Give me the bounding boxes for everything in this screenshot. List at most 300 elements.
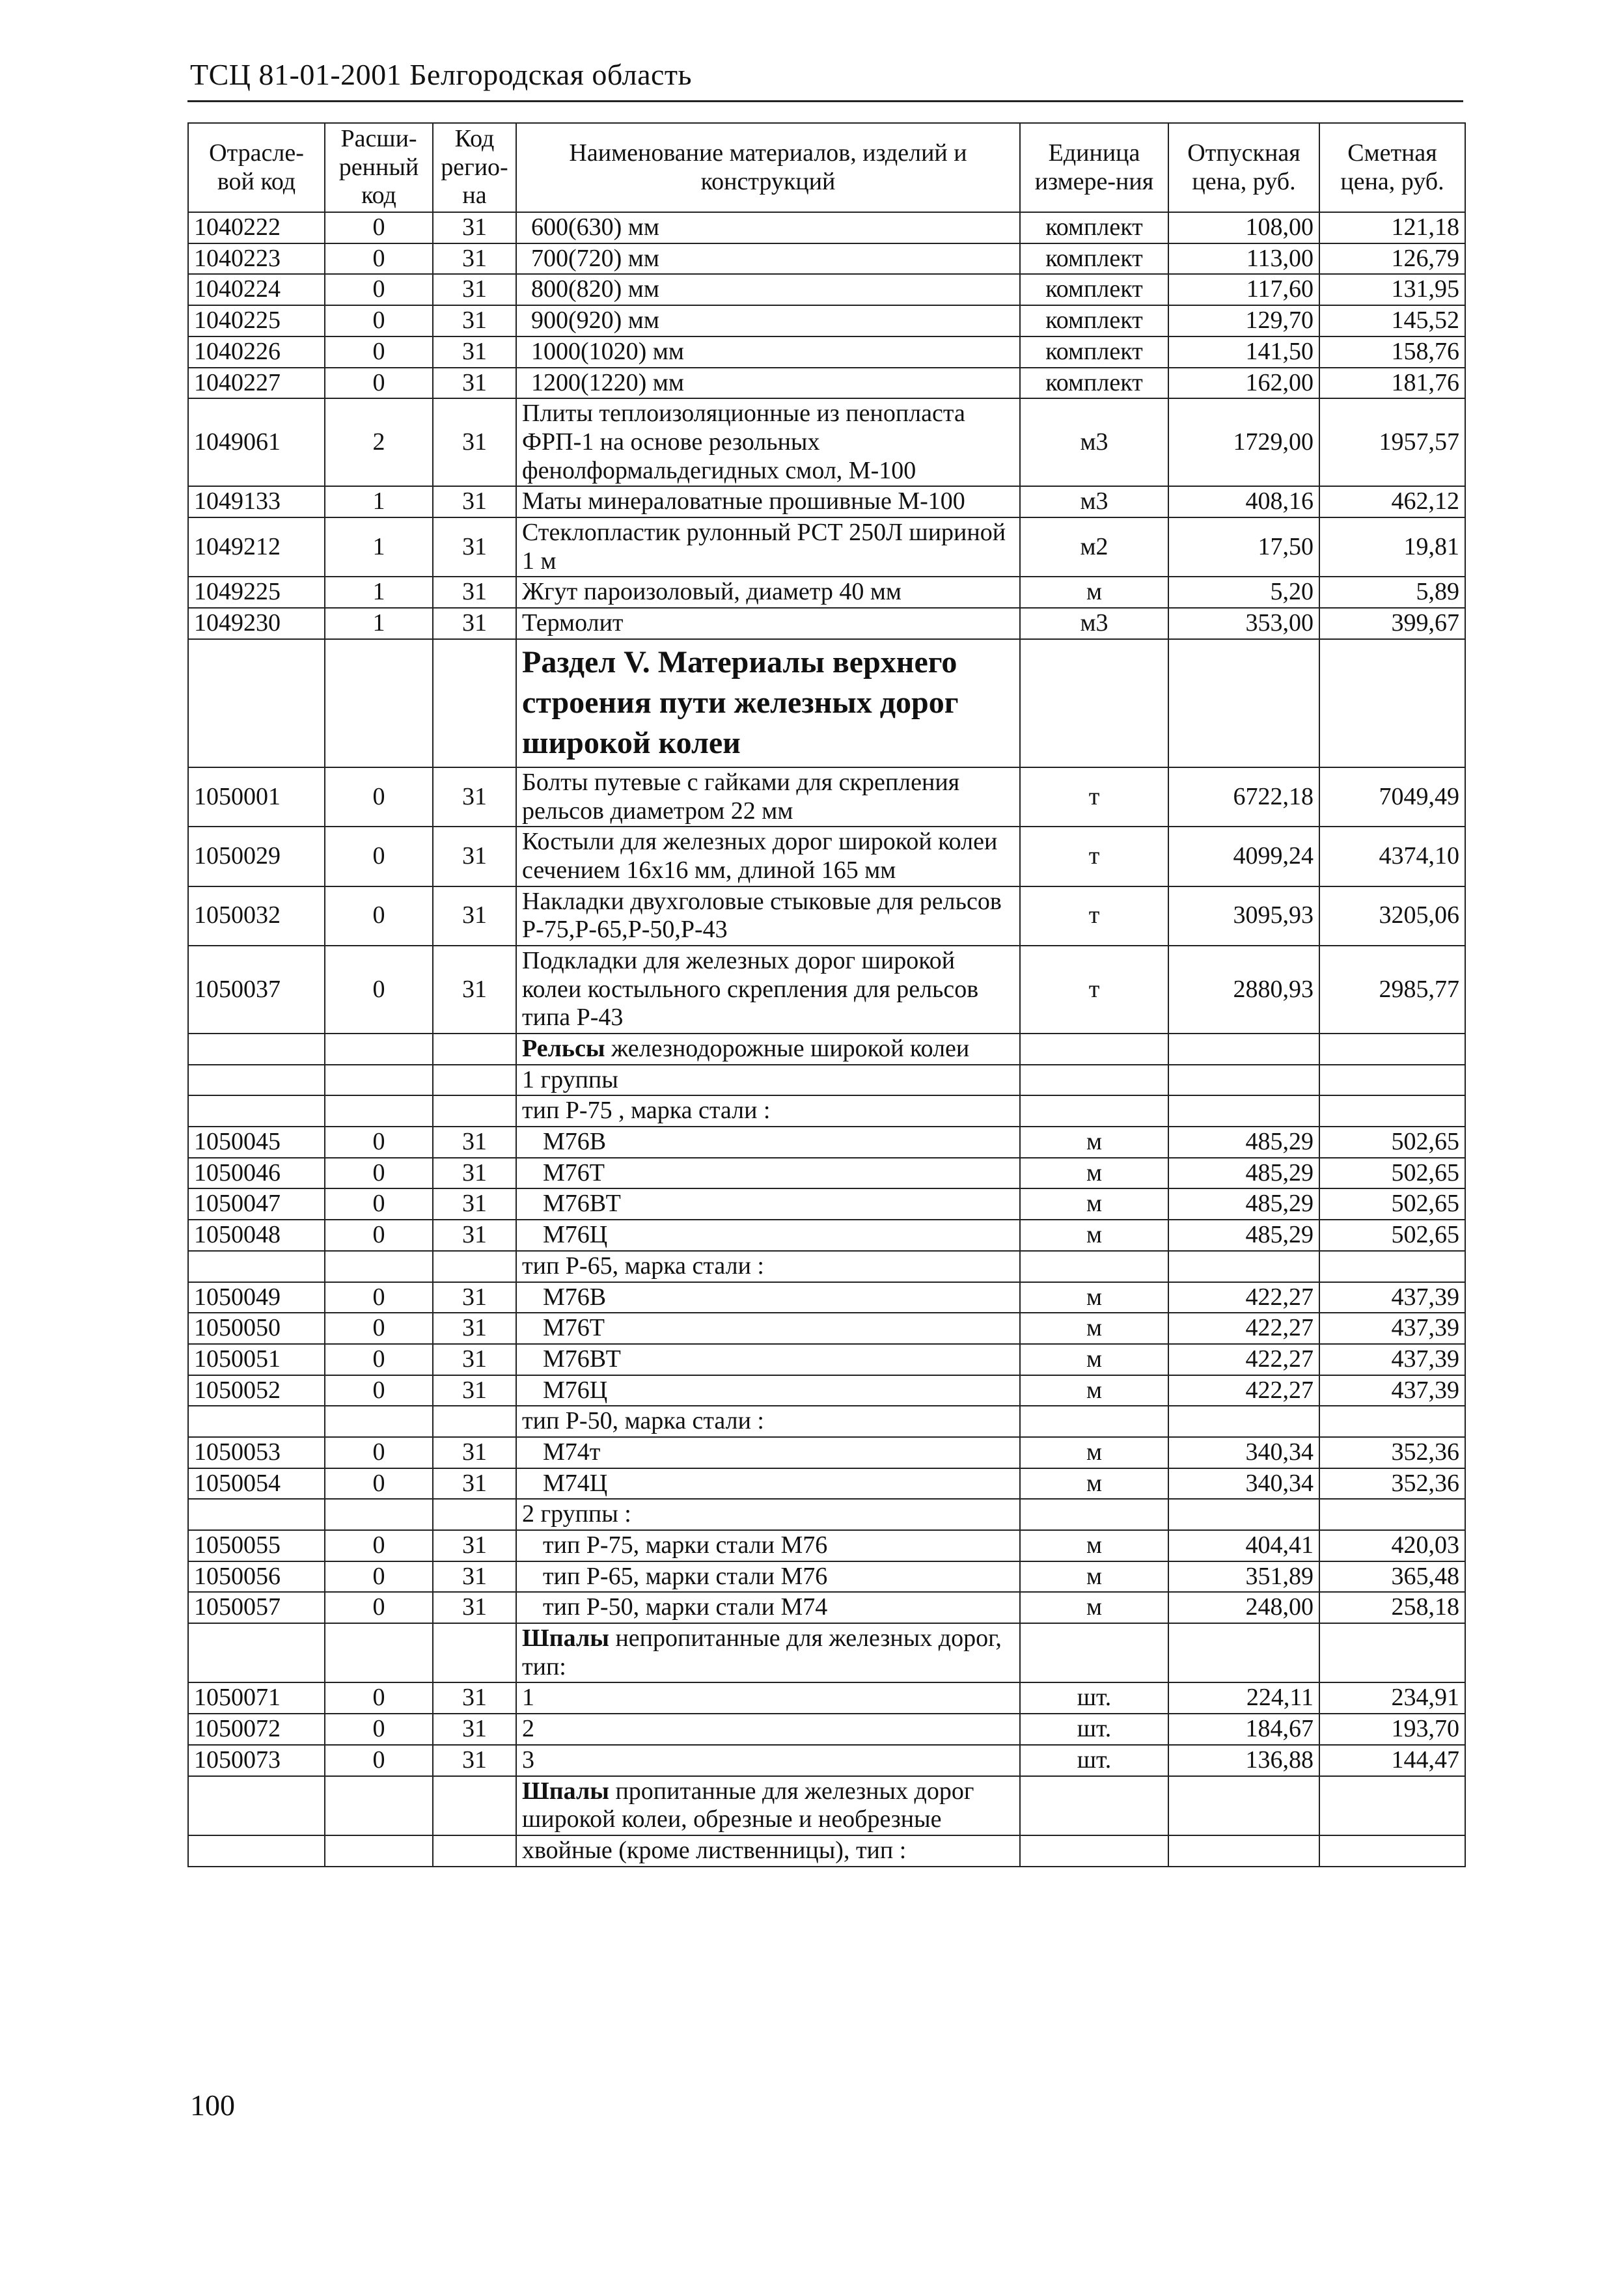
empty-cell xyxy=(1020,1835,1168,1867)
table-row xyxy=(188,1282,1465,1313)
empty-cell xyxy=(188,639,325,767)
cell-ext-code: 0 xyxy=(325,274,433,305)
cell-price: 248,00 xyxy=(1168,1592,1319,1623)
cell-code: 1040225 xyxy=(188,305,325,336)
table-row xyxy=(188,486,1465,517)
cell-ext-code: 0 xyxy=(325,1313,433,1344)
cell-estimate: 437,39 xyxy=(1319,1375,1465,1406)
group-row xyxy=(188,1835,1465,1867)
empty-cell xyxy=(433,1095,516,1127)
cell-estimate: 144,47 xyxy=(1319,1745,1465,1776)
section-row xyxy=(188,639,1465,767)
cell-region-code: 31 xyxy=(433,608,516,639)
cell-name: М76ВТ xyxy=(516,1188,1020,1220)
cell-estimate: 145,52 xyxy=(1319,305,1465,336)
table-row xyxy=(188,1530,1465,1561)
cell-name: тип Р-65, марки стали М76 xyxy=(516,1561,1020,1593)
cell-unit: т xyxy=(1020,827,1168,886)
cell-code: 1050046 xyxy=(188,1158,325,1189)
cell-name: 900(920) мм xyxy=(516,305,1020,336)
empty-cell xyxy=(1319,1499,1465,1530)
cell-name: Термолит xyxy=(516,608,1020,639)
cell-region-code: 31 xyxy=(433,517,516,577)
empty-cell xyxy=(1020,1034,1168,1065)
cell-name: 700(720) мм xyxy=(516,243,1020,275)
empty-cell xyxy=(1168,1034,1319,1065)
cell-estimate: 234,91 xyxy=(1319,1682,1465,1714)
table-row xyxy=(188,1561,1465,1593)
cell-estimate: 365,48 xyxy=(1319,1561,1465,1593)
empty-cell xyxy=(188,1406,325,1437)
cell-code: 1050048 xyxy=(188,1220,325,1251)
empty-cell xyxy=(1319,1623,1465,1682)
cell-estimate: 258,18 xyxy=(1319,1592,1465,1623)
cell-ext-code: 1 xyxy=(325,486,433,517)
cell-region-code: 31 xyxy=(433,1714,516,1745)
empty-cell xyxy=(1319,1776,1465,1835)
cell-price: 353,00 xyxy=(1168,608,1319,639)
cell-ext-code: 1 xyxy=(325,608,433,639)
table-row xyxy=(188,577,1465,608)
cell-region-code: 31 xyxy=(433,486,516,517)
cell-code: 1050056 xyxy=(188,1561,325,1593)
group-row xyxy=(188,1623,1465,1682)
empty-cell xyxy=(1168,1835,1319,1867)
cell-code: 1049212 xyxy=(188,517,325,577)
cell-ext-code: 0 xyxy=(325,886,433,946)
empty-cell xyxy=(325,1095,433,1127)
cell-region-code: 31 xyxy=(433,1745,516,1776)
cell-ext-code: 1 xyxy=(325,577,433,608)
cell-ext-code: 2 xyxy=(325,398,433,486)
cell-ext-code: 0 xyxy=(325,1561,433,1593)
cell-price: 129,70 xyxy=(1168,305,1319,336)
cell-region-code: 31 xyxy=(433,368,516,399)
cell-estimate: 121,18 xyxy=(1319,212,1465,243)
cell-code: 1040224 xyxy=(188,274,325,305)
cell-code: 1040227 xyxy=(188,368,325,399)
cell-unit: комплект xyxy=(1020,336,1168,368)
empty-cell xyxy=(188,1776,325,1835)
cell-code: 1050055 xyxy=(188,1530,325,1561)
group-label-text: непропитанные для железных дорог, тип: xyxy=(522,1624,1002,1680)
cell-price: 224,11 xyxy=(1168,1682,1319,1714)
table-row xyxy=(188,1437,1465,1468)
cell-unit: шт. xyxy=(1020,1714,1168,1745)
cell-estimate: 193,70 xyxy=(1319,1714,1465,1745)
cell-name: М76Т xyxy=(516,1313,1020,1344)
table-row xyxy=(188,1745,1465,1776)
empty-cell xyxy=(1020,1776,1168,1835)
col-header-region: Код регио-на xyxy=(433,123,516,212)
cell-region-code: 31 xyxy=(433,1220,516,1251)
empty-cell xyxy=(325,1406,433,1437)
cell-price: 3095,93 xyxy=(1168,886,1319,946)
cell-estimate: 1957,57 xyxy=(1319,398,1465,486)
empty-cell xyxy=(1020,1065,1168,1096)
empty-cell xyxy=(1020,1251,1168,1282)
table-row xyxy=(188,1313,1465,1344)
group-label xyxy=(516,1623,1020,1682)
empty-cell xyxy=(325,1251,433,1282)
cell-price: 4099,24 xyxy=(1168,827,1319,886)
empty-cell xyxy=(433,1251,516,1282)
cell-estimate: 437,39 xyxy=(1319,1313,1465,1344)
table-row xyxy=(188,1220,1465,1251)
cell-unit: комплект xyxy=(1020,212,1168,243)
section-title: Раздел V. Материалы верхнего строения пути железных дорог широкой колеи xyxy=(516,639,1020,767)
cell-name: М76Ц xyxy=(516,1220,1020,1251)
cell-region-code: 31 xyxy=(433,274,516,305)
group-lead-word: Шпалы xyxy=(522,1624,609,1652)
cell-unit: комплект xyxy=(1020,274,1168,305)
table-row xyxy=(188,1127,1465,1158)
cell-name: Стеклопластик рулонный РСТ 250Л шириной 1 м xyxy=(516,517,1020,577)
cell-estimate: 126,79 xyxy=(1319,243,1465,275)
empty-cell xyxy=(1319,1065,1465,1096)
cell-unit: м3 xyxy=(1020,486,1168,517)
cell-price: 184,67 xyxy=(1168,1714,1319,1745)
cell-region-code: 31 xyxy=(433,398,516,486)
cell-code: 1049133 xyxy=(188,486,325,517)
cell-region-code: 31 xyxy=(433,1682,516,1714)
cell-unit: шт. xyxy=(1020,1745,1168,1776)
cell-price: 404,41 xyxy=(1168,1530,1319,1561)
cell-unit: м xyxy=(1020,1282,1168,1313)
cell-unit: т xyxy=(1020,946,1168,1034)
cell-estimate: 3205,06 xyxy=(1319,886,1465,946)
empty-cell xyxy=(188,1835,325,1867)
cell-unit: м xyxy=(1020,1561,1168,1593)
cell-region-code: 31 xyxy=(433,1530,516,1561)
table-row xyxy=(188,368,1465,399)
cell-price: 340,34 xyxy=(1168,1468,1319,1500)
empty-cell xyxy=(433,1835,516,1867)
cell-code: 1050047 xyxy=(188,1188,325,1220)
cell-estimate: 502,65 xyxy=(1319,1158,1465,1189)
group-row xyxy=(188,1034,1465,1065)
cell-code: 1050051 xyxy=(188,1344,325,1375)
cell-unit: м3 xyxy=(1020,608,1168,639)
empty-cell xyxy=(1319,1835,1465,1867)
group-row xyxy=(188,1776,1465,1835)
cell-unit: м xyxy=(1020,1592,1168,1623)
table-row xyxy=(188,1682,1465,1714)
table-row xyxy=(188,608,1465,639)
cell-code: 1050001 xyxy=(188,767,325,827)
cell-price: 113,00 xyxy=(1168,243,1319,275)
cell-region-code: 31 xyxy=(433,1592,516,1623)
cell-ext-code: 0 xyxy=(325,1188,433,1220)
cell-region-code: 31 xyxy=(433,1313,516,1344)
cell-price: 422,27 xyxy=(1168,1344,1319,1375)
group-label: хвойные (кроме лиственницы), тип : xyxy=(516,1835,1020,1867)
cell-estimate: 2985,77 xyxy=(1319,946,1465,1034)
cell-price: 485,29 xyxy=(1168,1158,1319,1189)
empty-cell xyxy=(188,1065,325,1096)
table-row xyxy=(188,767,1465,827)
cell-name: М76В xyxy=(516,1282,1020,1313)
cell-region-code: 31 xyxy=(433,1127,516,1158)
empty-cell xyxy=(1319,1034,1465,1065)
price-table xyxy=(187,122,1466,1867)
cell-ext-code: 0 xyxy=(325,243,433,275)
page-number: 100 xyxy=(190,2089,235,2122)
cell-ext-code: 0 xyxy=(325,368,433,399)
cell-unit: шт. xyxy=(1020,1682,1168,1714)
table-row xyxy=(188,1468,1465,1500)
cell-unit: м xyxy=(1020,1468,1168,1500)
cell-estimate: 502,65 xyxy=(1319,1220,1465,1251)
cell-name: Подкладки для железных дорог широкой колеи костыльного скрепления для рельсов типа Р-43 xyxy=(516,946,1020,1034)
empty-cell xyxy=(1319,1251,1465,1282)
empty-cell xyxy=(1168,1499,1319,1530)
cell-name: Накладки двухголовые стыковые для рельсов Р-75,Р-65,Р-50,Р-43 xyxy=(516,886,1020,946)
cell-name: Костыли для железных дорог широкой колеи сечением 16х16 мм, длиной 165 мм xyxy=(516,827,1020,886)
table-row xyxy=(188,517,1465,577)
cell-region-code: 31 xyxy=(433,827,516,886)
group-label: 2 группы : xyxy=(516,1499,1020,1530)
group-label-text: железнодорожные широкой колеи xyxy=(605,1035,970,1063)
cell-unit: м xyxy=(1020,1375,1168,1406)
cell-ext-code: 0 xyxy=(325,827,433,886)
empty-cell xyxy=(188,1499,325,1530)
empty-cell xyxy=(188,1095,325,1127)
cell-estimate: 4374,10 xyxy=(1319,827,1465,886)
empty-cell xyxy=(325,1065,433,1096)
cell-name: М76В xyxy=(516,1127,1020,1158)
table-row xyxy=(188,274,1465,305)
table-row xyxy=(188,1375,1465,1406)
cell-name: 800(820) мм xyxy=(516,274,1020,305)
cell-estimate: 420,03 xyxy=(1319,1530,1465,1561)
group-row xyxy=(188,1095,1465,1127)
cell-code: 1050032 xyxy=(188,886,325,946)
cell-ext-code: 0 xyxy=(325,212,433,243)
cell-price: 408,16 xyxy=(1168,486,1319,517)
cell-region-code: 31 xyxy=(433,1344,516,1375)
cell-price: 2880,93 xyxy=(1168,946,1319,1034)
cell-code: 1050072 xyxy=(188,1714,325,1745)
group-row xyxy=(188,1499,1465,1530)
cell-price: 141,50 xyxy=(1168,336,1319,368)
cell-unit: т xyxy=(1020,767,1168,827)
cell-ext-code: 0 xyxy=(325,1127,433,1158)
empty-cell xyxy=(188,1034,325,1065)
cell-unit: м xyxy=(1020,1127,1168,1158)
empty-cell xyxy=(325,1776,433,1835)
empty-cell xyxy=(325,639,433,767)
cell-code: 1050050 xyxy=(188,1313,325,1344)
cell-unit: м xyxy=(1020,1313,1168,1344)
col-header-code: Отрасле-вой код xyxy=(188,123,325,212)
cell-ext-code: 0 xyxy=(325,1344,433,1375)
cell-region-code: 31 xyxy=(433,212,516,243)
table-row xyxy=(188,336,1465,368)
cell-region-code: 31 xyxy=(433,767,516,827)
group-label xyxy=(516,1776,1020,1835)
col-header-price: Отпускная цена, руб. xyxy=(1168,123,1319,212)
empty-cell xyxy=(433,1065,516,1096)
header-rule xyxy=(187,100,1463,102)
cell-ext-code: 0 xyxy=(325,1530,433,1561)
cell-price: 485,29 xyxy=(1168,1127,1319,1158)
empty-cell xyxy=(433,1623,516,1682)
table-row xyxy=(188,886,1465,946)
table-row xyxy=(188,1592,1465,1623)
cell-estimate: 19,81 xyxy=(1319,517,1465,577)
cell-ext-code: 0 xyxy=(325,1220,433,1251)
cell-code: 1050052 xyxy=(188,1375,325,1406)
cell-price: 351,89 xyxy=(1168,1561,1319,1593)
cell-name: тип Р-75, марки стали М76 xyxy=(516,1530,1020,1561)
cell-name: 3 xyxy=(516,1745,1020,1776)
group-label-text: пропитанные для железных дорог широкой колеи, обрезные и необрезные xyxy=(522,1777,974,1833)
cell-unit: м xyxy=(1020,577,1168,608)
cell-name: тип Р-50, марки стали М74 xyxy=(516,1592,1020,1623)
cell-code: 1049230 xyxy=(188,608,325,639)
cell-estimate: 7049,49 xyxy=(1319,767,1465,827)
group-label: 1 группы xyxy=(516,1065,1020,1096)
table-body xyxy=(188,212,1465,1867)
table-row xyxy=(188,1714,1465,1745)
col-header-ext: Расши-ренный код xyxy=(325,123,433,212)
cell-name: Болты путевые с гайками для скрепления рельсов диаметром 22 мм xyxy=(516,767,1020,827)
table-header-row xyxy=(188,123,1465,212)
empty-cell xyxy=(433,1406,516,1437)
cell-unit: комплект xyxy=(1020,243,1168,275)
cell-code: 1050053 xyxy=(188,1437,325,1468)
cell-unit: м3 xyxy=(1020,398,1168,486)
cell-name: 1 xyxy=(516,1682,1020,1714)
cell-ext-code: 0 xyxy=(325,1437,433,1468)
cell-ext-code: 0 xyxy=(325,1745,433,1776)
col-header-unit: Единица измере-ния xyxy=(1020,123,1168,212)
cell-code: 1049061 xyxy=(188,398,325,486)
table-row xyxy=(188,398,1465,486)
cell-name: Маты минераловатные прошивные М-100 xyxy=(516,486,1020,517)
cell-price: 1729,00 xyxy=(1168,398,1319,486)
group-label: тип Р-50, марка стали : xyxy=(516,1406,1020,1437)
empty-cell xyxy=(188,1623,325,1682)
cell-code: 1050057 xyxy=(188,1592,325,1623)
cell-unit: комплект xyxy=(1020,368,1168,399)
group-row xyxy=(188,1065,1465,1096)
cell-estimate: 352,36 xyxy=(1319,1468,1465,1500)
table-row xyxy=(188,1344,1465,1375)
empty-cell xyxy=(1020,1095,1168,1127)
cell-price: 6722,18 xyxy=(1168,767,1319,827)
empty-cell xyxy=(433,639,516,767)
empty-cell xyxy=(433,1776,516,1835)
cell-price: 108,00 xyxy=(1168,212,1319,243)
empty-cell xyxy=(1020,1623,1168,1682)
cell-code: 1050045 xyxy=(188,1127,325,1158)
empty-cell xyxy=(1168,1406,1319,1437)
group-lead-word: Рельсы xyxy=(522,1035,605,1063)
cell-ext-code: 0 xyxy=(325,1592,433,1623)
cell-estimate: 399,67 xyxy=(1319,608,1465,639)
cell-price: 422,27 xyxy=(1168,1282,1319,1313)
cell-unit: комплект xyxy=(1020,305,1168,336)
empty-cell xyxy=(1168,639,1319,767)
cell-estimate: 437,39 xyxy=(1319,1344,1465,1375)
cell-ext-code: 0 xyxy=(325,946,433,1034)
cell-code: 1040222 xyxy=(188,212,325,243)
empty-cell xyxy=(1168,1623,1319,1682)
cell-code: 1050049 xyxy=(188,1282,325,1313)
cell-price: 485,29 xyxy=(1168,1188,1319,1220)
cell-unit: т xyxy=(1020,886,1168,946)
empty-cell xyxy=(325,1623,433,1682)
empty-cell xyxy=(1168,1251,1319,1282)
cell-region-code: 31 xyxy=(433,1375,516,1406)
cell-estimate: 158,76 xyxy=(1319,336,1465,368)
cell-price: 422,27 xyxy=(1168,1375,1319,1406)
group-row xyxy=(188,1251,1465,1282)
cell-region-code: 31 xyxy=(433,305,516,336)
cell-estimate: 352,36 xyxy=(1319,1437,1465,1468)
cell-ext-code: 0 xyxy=(325,336,433,368)
table-row xyxy=(188,305,1465,336)
cell-unit: м2 xyxy=(1020,517,1168,577)
cell-estimate: 502,65 xyxy=(1319,1188,1465,1220)
page-header: ТСЦ 81-01-2001 Белгородская область xyxy=(190,58,692,91)
cell-code: 1050029 xyxy=(188,827,325,886)
cell-ext-code: 0 xyxy=(325,1714,433,1745)
table-row xyxy=(188,1158,1465,1189)
empty-cell xyxy=(188,1251,325,1282)
table-row xyxy=(188,1188,1465,1220)
table-row xyxy=(188,243,1465,275)
cell-region-code: 31 xyxy=(433,1282,516,1313)
empty-cell xyxy=(325,1835,433,1867)
cell-price: 136,88 xyxy=(1168,1745,1319,1776)
group-label: тип Р-75 , марка стали : xyxy=(516,1095,1020,1127)
cell-estimate: 437,39 xyxy=(1319,1282,1465,1313)
empty-cell xyxy=(1168,1065,1319,1096)
cell-region-code: 31 xyxy=(433,1158,516,1189)
cell-price: 117,60 xyxy=(1168,274,1319,305)
cell-price: 5,20 xyxy=(1168,577,1319,608)
cell-estimate: 131,95 xyxy=(1319,274,1465,305)
cell-name: М76ВТ xyxy=(516,1344,1020,1375)
cell-ext-code: 0 xyxy=(325,1375,433,1406)
cell-name: Жгут пароизоловый, диаметр 40 мм xyxy=(516,577,1020,608)
cell-unit: м xyxy=(1020,1220,1168,1251)
group-label xyxy=(516,1034,1020,1065)
empty-cell xyxy=(1319,1406,1465,1437)
cell-name: М76Т xyxy=(516,1158,1020,1189)
table-row xyxy=(188,212,1465,243)
cell-ext-code: 0 xyxy=(325,767,433,827)
cell-unit: м xyxy=(1020,1437,1168,1468)
cell-region-code: 31 xyxy=(433,243,516,275)
cell-price: 422,27 xyxy=(1168,1313,1319,1344)
cell-unit: м xyxy=(1020,1158,1168,1189)
cell-estimate: 462,12 xyxy=(1319,486,1465,517)
cell-region-code: 31 xyxy=(433,946,516,1034)
empty-cell xyxy=(1168,1776,1319,1835)
cell-code: 1049225 xyxy=(188,577,325,608)
cell-name: 600(630) мм xyxy=(516,212,1020,243)
cell-name: 1000(1020) мм xyxy=(516,336,1020,368)
empty-cell xyxy=(1020,1406,1168,1437)
cell-name: 1200(1220) мм xyxy=(516,368,1020,399)
cell-unit: м xyxy=(1020,1188,1168,1220)
cell-name: 2 xyxy=(516,1714,1020,1745)
cell-region-code: 31 xyxy=(433,1437,516,1468)
